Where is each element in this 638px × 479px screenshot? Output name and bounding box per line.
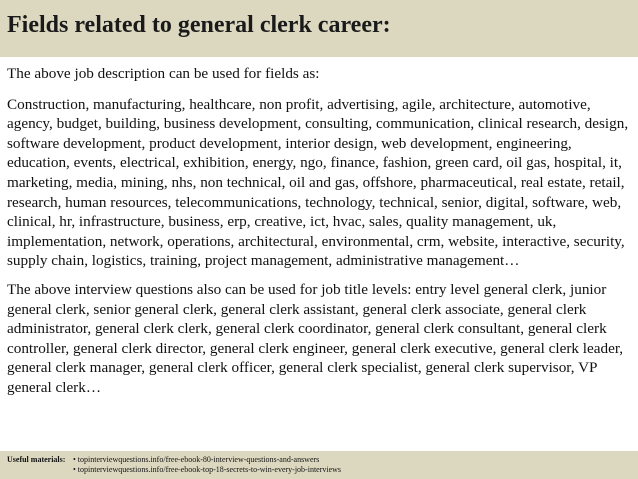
intro-text: The above job description can be used for fields as: [7,65,320,82]
footer-link-1[interactable]: • topinterviewquestions.info/free-ebook-80-interview-questions-and-answers [73,455,320,464]
job-levels-paragraph: The above interview questions also can be used for job title levels: entry level general clerk, junior general clerk, senior general clerk, general clerk assistant, general clerk associate, general clerk administrator, general clerk clerk, general clerk coordinator, general clerk consultant, general clerk controller, general clerk director, general clerk engineer, general clerk executive, general clerk leader, general clerk manager, general clerk officer, general clerk specialist, general clerk supervisor, VP general clerk… [7,280,624,396]
footer-row-1 [7,455,341,465]
slide-content [7,64,633,407]
footer-label: Useful materials: [7,455,66,464]
page-title: Fields related to general clerk career: [7,12,391,38]
fields-paragraph: Construction, manufacturing, healthcare, non profit, advertising, agile, architecture, automotive, agency, budget, building, business development, consulting, communication, clinical research, design, software development, product development, interior design, web development, engineering, education, events, electrical, exhibition, energy, ngo, finance, fashion, green card, oil gas, hospital, it, marketing, media, mining, nhs, non technical, oil and gas, offshore, pharmaceutical, real estate, retail, research, human resources, telecommunications, technology, technical, senior, digital, software, web, clinical, hr, infrastructure, business, erp, creative, ict, hvac, sales, quality management, uk, implementation, network, operations, architectural, environmental, crm, website, interactive, security, supply chain, logistics, training, project management, administrative management… [7,95,629,270]
footer-link-2[interactable]: • topinterviewquestions.info/free-ebook-top-18-secrets-to-win-every-job-interviews [73,465,342,474]
footer [7,455,341,475]
footer-row-2 [7,465,341,475]
